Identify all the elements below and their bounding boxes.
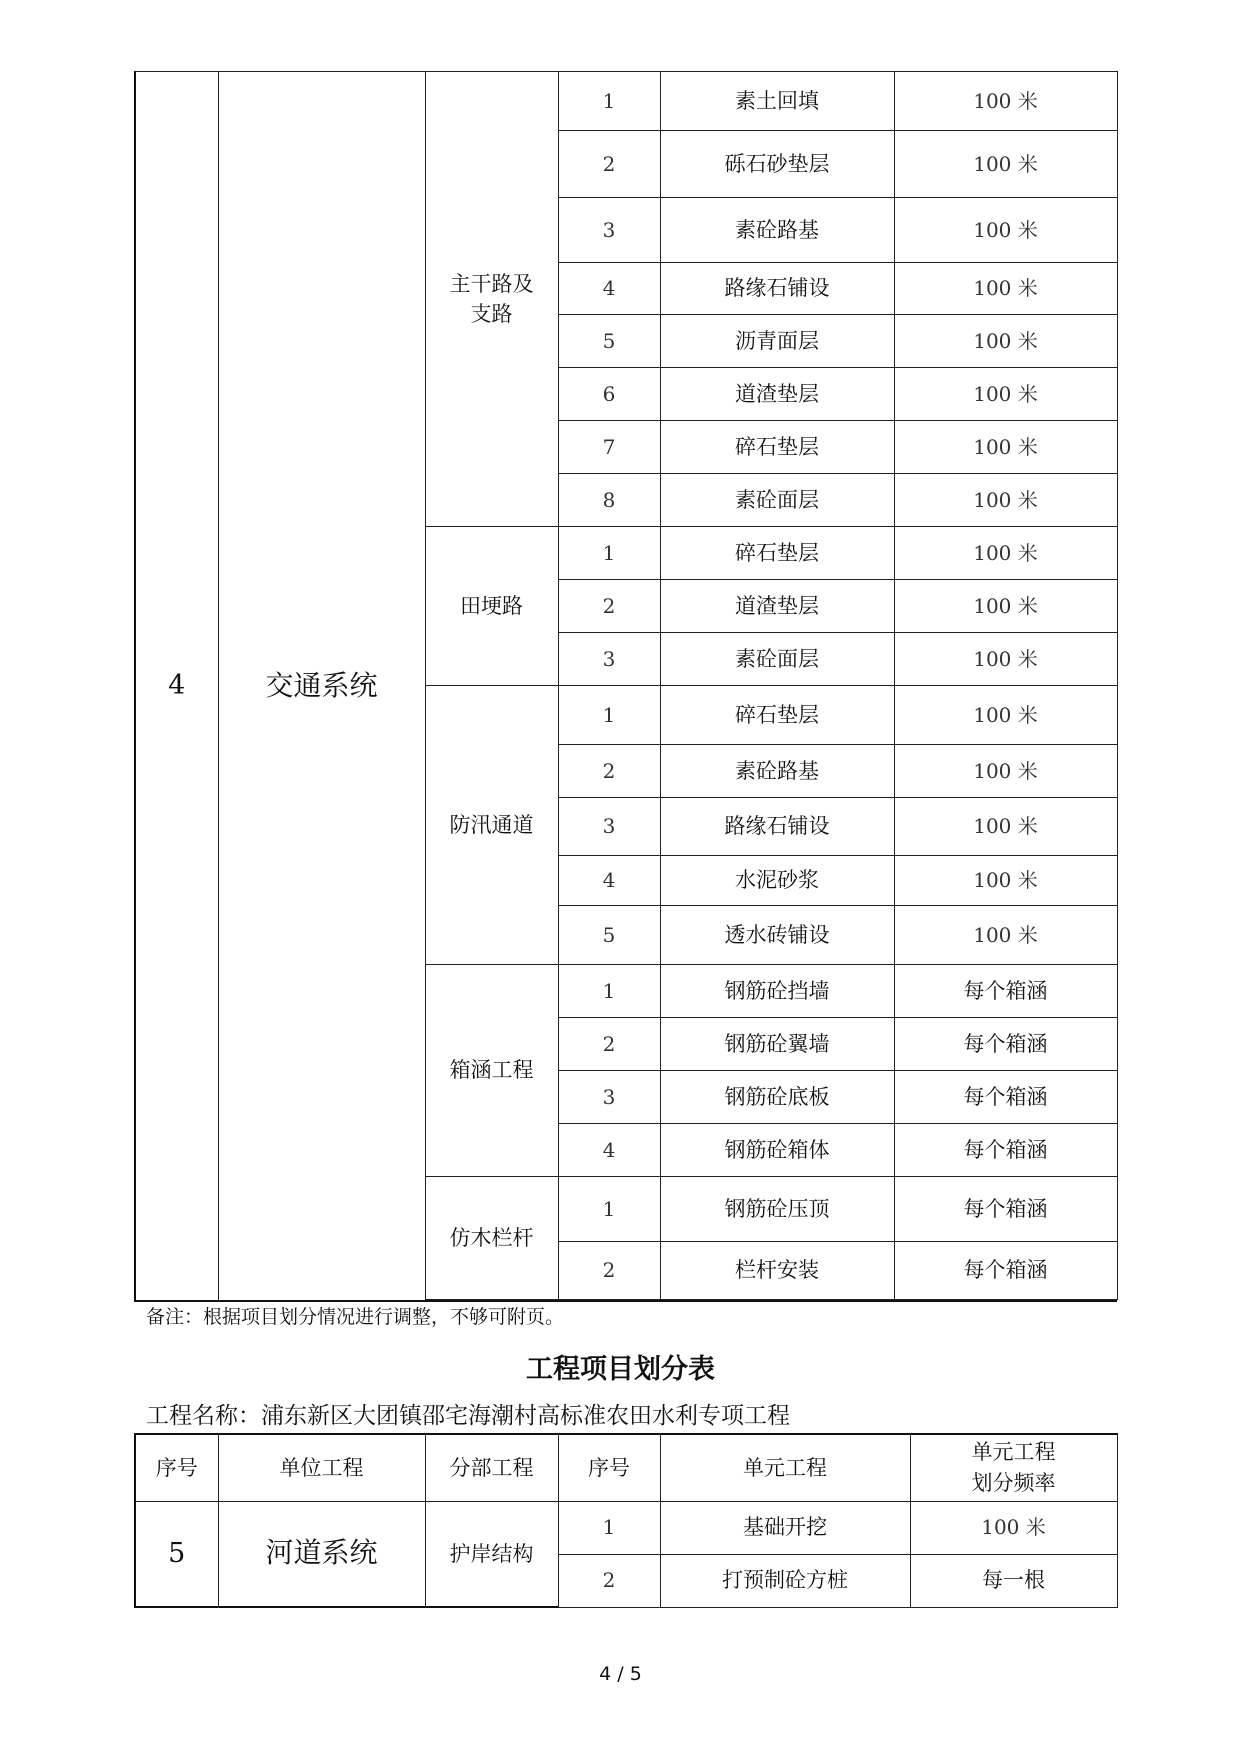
row-no: 2 bbox=[558, 580, 660, 633]
row-no: 3 bbox=[558, 798, 660, 856]
element-name: 砾石砂垫层 bbox=[660, 131, 894, 198]
division-frequency: 100 米 bbox=[894, 198, 1117, 263]
row-no: 1 bbox=[558, 72, 660, 131]
element-name: 钢筋砼底板 bbox=[660, 1071, 894, 1124]
element-name: 碎石垫层 bbox=[660, 527, 894, 580]
header-frequency bbox=[910, 1434, 1117, 1501]
header-frequency-line1: 单元工程 bbox=[971, 1440, 1056, 1465]
unit-seq: 4 bbox=[135, 72, 218, 1302]
element-name: 素砼面层 bbox=[660, 633, 894, 686]
division-frequency: 100 米 bbox=[894, 131, 1117, 198]
division-frequency: 100 米 bbox=[894, 368, 1117, 421]
row-no: 3 bbox=[558, 198, 660, 263]
element-name: 道渣垫层 bbox=[660, 580, 894, 633]
element-name: 钢筋砼翼墙 bbox=[660, 1018, 894, 1071]
row-no: 2 bbox=[558, 131, 660, 198]
project-division-table-continued bbox=[134, 71, 1118, 1302]
unit-seq: 5 bbox=[135, 1501, 218, 1607]
element-name: 道渣垫层 bbox=[660, 368, 894, 421]
element-name: 碎石垫层 bbox=[660, 421, 894, 474]
row-no: 2 bbox=[558, 1018, 660, 1071]
row-no: 3 bbox=[558, 633, 660, 686]
row-no: 7 bbox=[558, 421, 660, 474]
division-frequency: 100 米 bbox=[894, 856, 1117, 906]
division-frequency: 100 米 bbox=[894, 421, 1117, 474]
element-name: 栏杆安装 bbox=[660, 1242, 894, 1300]
spacer bbox=[558, 1300, 660, 1302]
table-note: 备注：根据项目划分情况进行调整，不够可附页。 bbox=[146, 1306, 565, 1328]
division-frequency: 每个箱涵 bbox=[894, 1071, 1117, 1124]
division-frequency: 100 米 bbox=[894, 527, 1117, 580]
division-frequency: 100 米 bbox=[894, 745, 1117, 798]
row-no: 2 bbox=[558, 1242, 660, 1300]
division-frequency: 每个箱涵 bbox=[894, 1018, 1117, 1071]
division-frequency: 100 米 bbox=[910, 1501, 1117, 1554]
element-name: 钢筋砼挡墙 bbox=[660, 965, 894, 1018]
element-name: 透水砖铺设 bbox=[660, 906, 894, 965]
division-frequency: 100 米 bbox=[894, 263, 1117, 315]
row-no: 1 bbox=[558, 527, 660, 580]
element-name: 路缘石铺设 bbox=[660, 798, 894, 856]
page-number: 4 / 5 bbox=[599, 1663, 642, 1685]
element-name: 基础开挖 bbox=[660, 1501, 910, 1554]
row-no: 2 bbox=[558, 1554, 660, 1607]
element-name: 路缘石铺设 bbox=[660, 263, 894, 315]
row-no: 4 bbox=[558, 1124, 660, 1177]
spacer bbox=[425, 1300, 558, 1302]
division-name: 护岸结构 bbox=[425, 1501, 558, 1607]
element-name: 素砼路基 bbox=[660, 745, 894, 798]
row-no: 5 bbox=[558, 906, 660, 965]
element-name: 钢筋砼压顶 bbox=[660, 1177, 894, 1242]
row-no: 6 bbox=[558, 368, 660, 421]
project-division-table bbox=[134, 1433, 1118, 1608]
division-frequency: 每一根 bbox=[910, 1554, 1117, 1607]
header-unit: 单位工程 bbox=[218, 1434, 425, 1501]
row-no: 1 bbox=[558, 965, 660, 1018]
element-name: 水泥砂浆 bbox=[660, 856, 894, 906]
division-frequency: 100 米 bbox=[894, 798, 1117, 856]
division-name: 田埂路 bbox=[425, 527, 558, 686]
division-frequency: 每个箱涵 bbox=[894, 965, 1117, 1018]
unit-name: 交通系统 bbox=[218, 72, 425, 1302]
division-frequency: 100 米 bbox=[894, 580, 1117, 633]
division-frequency: 100 米 bbox=[894, 686, 1117, 745]
division-frequency: 100 米 bbox=[894, 633, 1117, 686]
element-name: 钢筋砼箱体 bbox=[660, 1124, 894, 1177]
row-no: 1 bbox=[558, 1177, 660, 1242]
row-no: 1 bbox=[558, 686, 660, 745]
division-name bbox=[425, 72, 558, 527]
header-no: 序号 bbox=[558, 1434, 660, 1501]
division-frequency: 100 米 bbox=[894, 72, 1117, 131]
division-frequency: 每个箱涵 bbox=[894, 1124, 1117, 1177]
row-no: 4 bbox=[558, 856, 660, 906]
row-no: 4 bbox=[558, 263, 660, 315]
unit-name: 河道系统 bbox=[218, 1501, 425, 1607]
division-name: 箱涵工程 bbox=[425, 965, 558, 1177]
row-no: 2 bbox=[558, 745, 660, 798]
header-frequency-line2: 划分频率 bbox=[971, 1470, 1056, 1495]
division-frequency: 100 米 bbox=[894, 906, 1117, 965]
division-label: 主干路及支路 bbox=[449, 271, 534, 326]
element-name: 打预制砼方桩 bbox=[660, 1554, 910, 1607]
element-name: 素砼路基 bbox=[660, 198, 894, 263]
element-name: 素砼面层 bbox=[660, 474, 894, 527]
division-frequency: 100 米 bbox=[894, 474, 1117, 527]
division-name: 防汛通道 bbox=[425, 686, 558, 965]
division-frequency: 每个箱涵 bbox=[894, 1177, 1117, 1242]
element-name: 碎石垫层 bbox=[660, 686, 894, 745]
header-seq: 序号 bbox=[135, 1434, 218, 1501]
division-name: 仿木栏杆 bbox=[425, 1177, 558, 1300]
element-name: 沥青面层 bbox=[660, 315, 894, 368]
row-no: 8 bbox=[558, 474, 660, 527]
row-no: 1 bbox=[558, 1501, 660, 1554]
project-name: 工程名称：浦东新区大团镇邵宅海潮村高标准农田水利专项工程 bbox=[146, 1403, 790, 1429]
page-title: 工程项目划分表 bbox=[526, 1354, 715, 1385]
element-name: 素土回填 bbox=[660, 72, 894, 131]
row-no: 5 bbox=[558, 315, 660, 368]
division-frequency: 每个箱涵 bbox=[894, 1242, 1117, 1300]
header-division: 分部工程 bbox=[425, 1434, 558, 1501]
header-element: 单元工程 bbox=[660, 1434, 910, 1501]
division-frequency: 100 米 bbox=[894, 315, 1117, 368]
spacer bbox=[660, 1300, 894, 1302]
spacer bbox=[894, 1300, 1117, 1302]
row-no: 3 bbox=[558, 1071, 660, 1124]
